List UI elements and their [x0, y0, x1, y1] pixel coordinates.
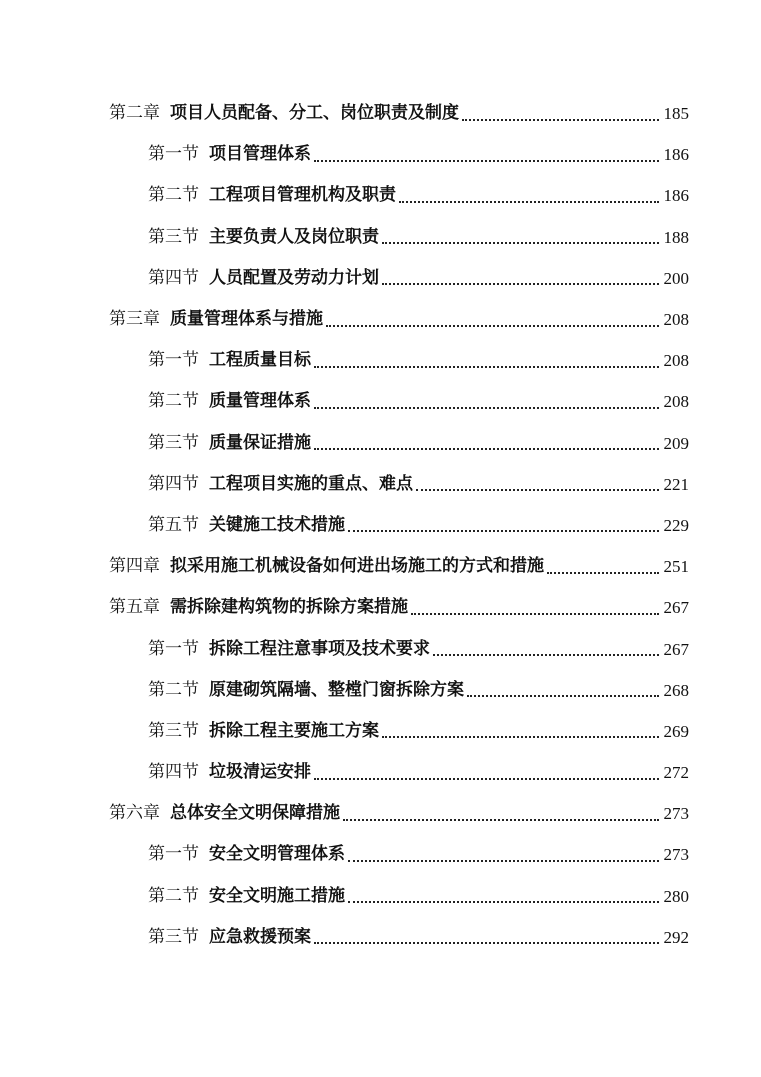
toc-dot-leader — [348, 860, 659, 862]
toc-dot-leader — [399, 201, 659, 203]
toc-entry-number: 第五章 — [109, 597, 160, 618]
toc-page-number: 280 — [663, 886, 689, 906]
toc-page-number: 208 — [663, 392, 689, 412]
toc-section-entry[interactable] — [0, 711, 689, 752]
toc-page-number: 208 — [663, 310, 689, 330]
toc-section-entry[interactable] — [0, 670, 689, 711]
toc-page-number: 269 — [663, 721, 689, 741]
toc-page-number: 186 — [663, 145, 689, 165]
toc-entry-title: 总体安全文明保障措施 — [170, 803, 340, 824]
toc-dot-leader — [348, 901, 659, 903]
toc-page-number: 185 — [663, 104, 689, 124]
toc-entry-title: 安全文明施工措施 — [209, 885, 345, 906]
toc-entry-number: 第一节 — [148, 844, 199, 865]
toc-entry-title: 需拆除建构筑物的拆除方案措施 — [170, 597, 408, 618]
toc-dot-leader — [433, 654, 659, 656]
toc-section-entry[interactable] — [0, 834, 689, 875]
toc-chapter-entry[interactable] — [0, 587, 689, 628]
toc-page-number: 273 — [663, 804, 689, 824]
toc-entry-number: 第六章 — [109, 803, 160, 824]
toc-chapter-entry[interactable] — [0, 299, 689, 340]
toc-entry-number: 第三节 — [148, 226, 199, 247]
toc-section-entry[interactable] — [0, 381, 689, 422]
toc-section-entry[interactable] — [0, 217, 689, 258]
toc-dot-leader — [382, 242, 659, 244]
toc-dot-leader — [314, 366, 659, 368]
toc-entry-title: 质量管理体系与措施 — [170, 309, 323, 330]
toc-page-number: 229 — [663, 515, 689, 535]
toc-entry-number: 第一节 — [148, 350, 199, 371]
toc-entry-number: 第一节 — [148, 144, 199, 165]
toc-page-number: 268 — [663, 680, 689, 700]
toc-page-number: 292 — [663, 927, 689, 947]
toc-dot-leader — [547, 572, 659, 574]
toc-entry-number: 第四节 — [148, 267, 199, 288]
toc-page-number: 188 — [663, 227, 689, 247]
toc-dot-leader — [382, 736, 659, 738]
toc-page-number: 221 — [663, 474, 689, 494]
toc-entry-number: 第二节 — [148, 185, 199, 206]
toc-entry-title: 人员配置及劳动力计划 — [209, 267, 379, 288]
toc-entry-title: 工程项目实施的重点、难点 — [209, 473, 413, 494]
toc-chapter-entry[interactable] — [0, 93, 689, 134]
toc-entry-title: 项目管理体系 — [209, 144, 311, 165]
toc-entry-number: 第五节 — [148, 514, 199, 535]
toc-entry-number: 第二节 — [148, 391, 199, 412]
toc-entry-number: 第三节 — [148, 432, 199, 453]
toc-entry-title: 原建砌筑隔墙、整樘门窗拆除方案 — [209, 679, 464, 700]
toc-entry-title: 应急救援预案 — [209, 926, 311, 947]
toc-entry-title: 工程质量目标 — [209, 350, 311, 371]
toc-page-number: 273 — [663, 845, 689, 865]
toc-entry-title: 拟采用施工机械设备如何进出场施工的方式和措施 — [170, 556, 544, 577]
toc-page-number: 251 — [663, 557, 689, 577]
toc-entry-title: 质量保证措施 — [209, 432, 311, 453]
toc-chapter-entry[interactable] — [0, 793, 689, 834]
toc-section-entry[interactable] — [0, 340, 689, 381]
toc-dot-leader — [314, 407, 659, 409]
toc-dot-leader — [314, 448, 659, 450]
toc-entry-title: 工程项目管理机构及职责 — [209, 185, 396, 206]
toc-page-number: 208 — [663, 351, 689, 371]
toc-entry-title: 拆除工程主要施工方案 — [209, 720, 379, 741]
toc-entry-number: 第一节 — [148, 638, 199, 659]
toc-dot-leader — [343, 819, 659, 821]
toc-page-number: 186 — [663, 186, 689, 206]
toc-page-number: 200 — [663, 268, 689, 288]
toc-entry-title: 安全文明管理体系 — [209, 844, 345, 865]
toc-section-entry[interactable] — [0, 175, 689, 216]
toc-page-number: 267 — [663, 639, 689, 659]
toc-page-number: 267 — [663, 598, 689, 618]
toc-section-entry[interactable] — [0, 752, 689, 793]
toc-dot-leader — [411, 613, 659, 615]
toc-dot-leader — [467, 695, 659, 697]
toc-entry-title: 关键施工技术措施 — [209, 514, 345, 535]
toc-dot-leader — [462, 119, 659, 121]
toc-section-entry[interactable] — [0, 423, 689, 464]
toc-dot-leader — [314, 942, 659, 944]
toc-section-entry[interactable] — [0, 134, 689, 175]
toc-chapter-entry[interactable] — [0, 546, 689, 587]
toc-section-entry[interactable] — [0, 876, 689, 917]
toc-entry-title: 主要负责人及岗位职责 — [209, 226, 379, 247]
toc-entry-number: 第四节 — [148, 473, 199, 494]
toc-entry-title: 垃圾清运安排 — [209, 762, 311, 783]
table-of-contents — [0, 93, 761, 958]
toc-section-entry[interactable] — [0, 464, 689, 505]
toc-entry-number: 第三章 — [109, 309, 160, 330]
toc-section-entry[interactable] — [0, 505, 689, 546]
toc-entry-title: 质量管理体系 — [209, 391, 311, 412]
toc-entry-number: 第二节 — [148, 885, 199, 906]
toc-entry-number: 第三节 — [148, 720, 199, 741]
toc-entry-number: 第四章 — [109, 556, 160, 577]
toc-section-entry[interactable] — [0, 258, 689, 299]
toc-dot-leader — [314, 160, 659, 162]
toc-dot-leader — [382, 283, 659, 285]
toc-page-number: 209 — [663, 433, 689, 453]
toc-entry-number: 第四节 — [148, 762, 199, 783]
toc-section-entry[interactable] — [0, 628, 689, 669]
toc-entry-number: 第三节 — [148, 926, 199, 947]
toc-entry-title: 拆除工程注意事项及技术要求 — [209, 638, 430, 659]
toc-entry-title: 项目人员配备、分工、岗位职责及制度 — [170, 103, 459, 124]
toc-dot-leader — [348, 530, 659, 532]
toc-dot-leader — [326, 325, 659, 327]
toc-entry-number: 第二章 — [109, 103, 160, 124]
toc-entry-number: 第二节 — [148, 679, 199, 700]
toc-page-number: 272 — [663, 763, 689, 783]
toc-section-entry[interactable] — [0, 917, 689, 958]
toc-dot-leader — [314, 778, 659, 780]
toc-dot-leader — [416, 489, 659, 491]
